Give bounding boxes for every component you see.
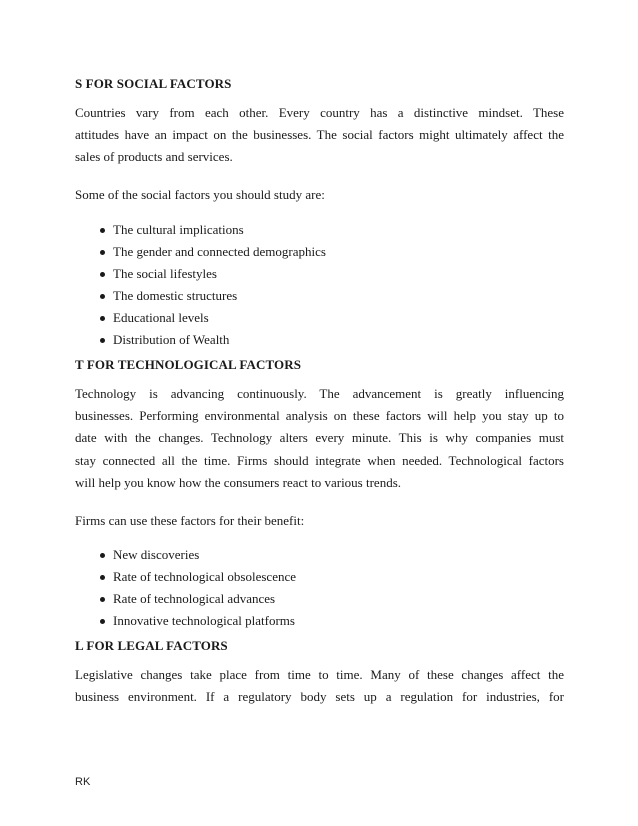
list-item: The gender and connected demographics	[75, 241, 326, 263]
social-intro: Some of the social factors you should study are:	[75, 187, 325, 202]
technological-paragraph	[75, 383, 564, 494]
list-item: The domestic structures	[75, 285, 326, 307]
list-item: Rate of technological obsolescence	[75, 566, 296, 588]
paragraph-line: date with the changes. Technology alters every minute. This is why companies must	[75, 430, 564, 446]
list-item: Rate of technological advances	[75, 588, 296, 610]
paragraph-line: stay connected all the time. Firms should integrate when needed. Technological factors	[75, 452, 564, 468]
section-heading-social: S FOR SOCIAL FACTORS	[75, 76, 232, 91]
list-item: The social lifestyles	[75, 263, 326, 285]
social-paragraph	[75, 102, 564, 169]
legal-paragraph	[75, 664, 564, 708]
section-heading-legal: L FOR LEGAL FACTORS	[75, 638, 228, 653]
paragraph-line: sales of products and services.	[75, 149, 233, 165]
paragraph-line: Legislative changes take place from time to time. Many of these changes affect the	[75, 667, 564, 682]
list-item: Distribution of Wealth	[75, 329, 326, 351]
technological-factor-list	[75, 544, 296, 632]
paragraph-line: will help you know how the consumers react to various trends.	[75, 474, 402, 490]
paragraph-line: businesses. Performing environmental analysis on these factors will help you stay up to	[75, 408, 564, 424]
paragraph-line: attitudes have an impact on the businesses. The social factors might ultimately affect the	[75, 127, 564, 143]
section-heading-technological: T FOR TECHNOLOGICAL FACTORS	[75, 357, 302, 372]
list-item: New discoveries	[75, 544, 296, 566]
paragraph-line: business environment. If a regulatory body sets up a regulation for industries, for	[75, 689, 564, 705]
footer-initials: RK	[75, 776, 91, 788]
paragraph-line: Technology is advancing continuously. The advancement is greatly influencing	[75, 386, 564, 401]
list-item: Educational levels	[75, 307, 326, 329]
paragraph-line: Countries vary from each other. Every country has a distinctive mindset. These	[75, 105, 564, 120]
list-item: Innovative technological platforms	[75, 610, 296, 632]
list-item: The cultural implications	[75, 219, 326, 241]
technological-intro: Firms can use these factors for their benefit:	[75, 513, 305, 528]
social-factor-list	[75, 219, 326, 351]
